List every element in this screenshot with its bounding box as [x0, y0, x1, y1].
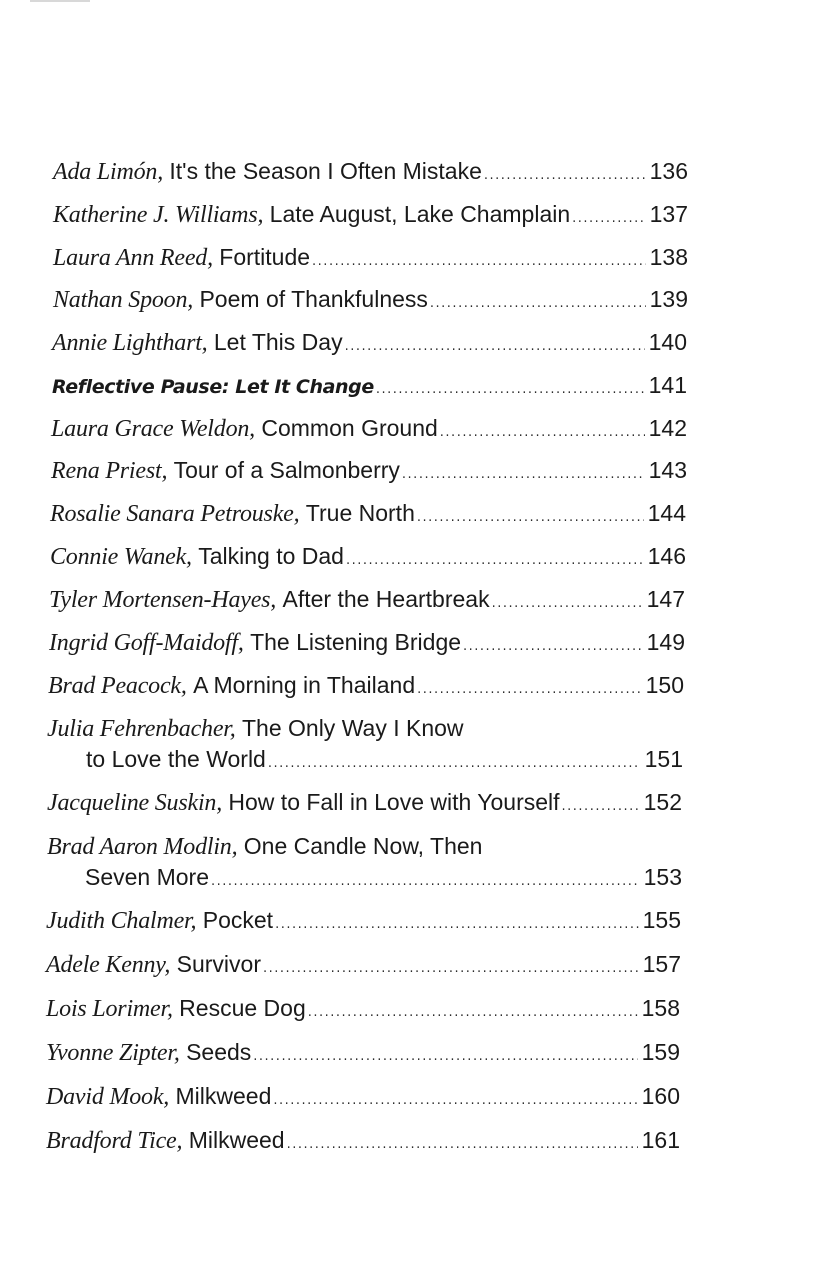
toc-author: Adele Kenny, [46, 952, 171, 978]
toc-title: True North [305, 500, 415, 526]
toc-page-number: 139 [649, 286, 688, 312]
toc-page-number: 151 [644, 746, 683, 772]
dot-leader [430, 290, 646, 318]
toc-author: Laura Grace Weldon, [51, 416, 255, 442]
toc-pause-title: Reflective Pause: Let It Change [52, 376, 374, 398]
dot-leader [275, 911, 639, 939]
toc-author: Brad Peacock, [48, 673, 187, 699]
dot-leader [417, 676, 642, 704]
dot-leader [263, 955, 639, 983]
dot-leader [287, 1131, 638, 1159]
toc-title: The Listening Bridge [250, 629, 462, 655]
top-edge-mark [30, 0, 90, 2]
toc-page-number: 137 [649, 201, 688, 227]
toc-title: One Candle Now, Then [243, 833, 483, 859]
toc-page-number: 149 [646, 629, 685, 655]
toc-author: Bradford Tice, [46, 1128, 183, 1154]
toc-page-number: 152 [643, 789, 682, 815]
toc-author: Rosalie Sanara Petrouske, [50, 501, 300, 527]
toc-page-number: 153 [643, 864, 682, 890]
toc-author: Judith Chalmer, [46, 908, 197, 934]
toc-page-number: 138 [649, 244, 688, 270]
toc-page-number: 142 [648, 415, 687, 441]
toc-page-number: 160 [641, 1083, 680, 1109]
toc-author: Katherine J. Williams, [53, 202, 264, 228]
toc-page-number: 143 [648, 457, 687, 483]
toc-author: Connie Wanek, [50, 544, 192, 570]
toc-author: Ingrid Goff-Maidoff, [49, 630, 244, 656]
toc-author: Nathan Spoon, [53, 287, 194, 313]
dot-leader [312, 248, 646, 276]
toc-page-number: 150 [645, 672, 684, 698]
toc-author: Lois Lorimer, [46, 996, 173, 1022]
dot-leader [402, 461, 645, 489]
dot-leader [492, 590, 643, 618]
toc-author: David Mook, [46, 1084, 170, 1110]
toc-title: A Morning in Thailand [193, 672, 416, 698]
toc-title: Fortitude [219, 244, 311, 270]
toc-author: Julia Fehrenbacher, [47, 716, 236, 742]
toc-title: How to Fall in Love with Yourself [228, 789, 560, 815]
toc-page-number: 158 [641, 995, 680, 1021]
toc-page-number: 144 [647, 500, 686, 526]
dot-leader [562, 793, 640, 821]
toc-author: Tyler Mortensen-Hayes, [49, 587, 277, 613]
toc-page-number: 146 [647, 543, 686, 569]
toc-title-continued: to Love the World [86, 746, 266, 772]
dot-leader [253, 1043, 637, 1071]
toc-author: Ada Limón, [53, 159, 164, 185]
dot-leader [273, 1087, 637, 1115]
toc-page-number: 140 [648, 329, 687, 355]
toc-title: Let This Day [213, 329, 343, 355]
dot-leader [376, 376, 645, 404]
toc-title: Poem of Thankfulness [199, 286, 428, 312]
toc-title: Pocket [202, 907, 274, 933]
toc-title: Tour of a Salmonberry [173, 457, 400, 483]
dot-leader [417, 504, 644, 532]
toc-title: Milkweed [175, 1083, 272, 1109]
dot-leader [211, 868, 640, 896]
toc-title: Late August, Lake Champlain [269, 201, 571, 227]
toc-author: Annie Lighthart, [52, 330, 208, 356]
dot-leader [440, 419, 645, 447]
toc-title: Rescue Dog [179, 995, 306, 1021]
toc-title: Survivor [176, 951, 261, 977]
toc-page-number: 159 [641, 1039, 680, 1065]
dot-leader [345, 333, 645, 361]
dot-leader [484, 162, 646, 190]
dot-leader [463, 633, 643, 661]
toc-title: After the Heartbreak [282, 586, 490, 612]
toc-title-continued: Seven More [85, 864, 210, 890]
toc-page-number: 161 [641, 1127, 680, 1153]
toc-page-number: 141 [648, 372, 687, 398]
toc-author: Yvonne Zipter, [46, 1040, 180, 1066]
toc-page-number: 155 [642, 907, 681, 933]
dot-leader [346, 547, 644, 575]
toc-title: Common Ground [261, 415, 438, 441]
toc-page-number: 136 [649, 158, 688, 184]
dot-leader [308, 999, 638, 1027]
toc-title: Seeds [186, 1039, 252, 1065]
toc-title: The Only Way I Know [241, 715, 464, 741]
dot-leader [572, 205, 645, 233]
dot-leader [268, 750, 641, 778]
toc-author: Jacqueline Suskin, [47, 790, 223, 816]
toc-title: Milkweed [188, 1127, 285, 1153]
toc-title: Talking to Dad [198, 543, 344, 569]
toc-page-number: 157 [642, 951, 681, 977]
toc-page-number: 147 [646, 586, 685, 612]
toc-author: Brad Aaron Modlin, [47, 834, 238, 860]
toc-author: Rena Priest, [51, 458, 168, 484]
toc-author: Laura Ann Reed, [53, 245, 213, 271]
toc-title: It's the Season I Often Mistake [169, 158, 482, 184]
